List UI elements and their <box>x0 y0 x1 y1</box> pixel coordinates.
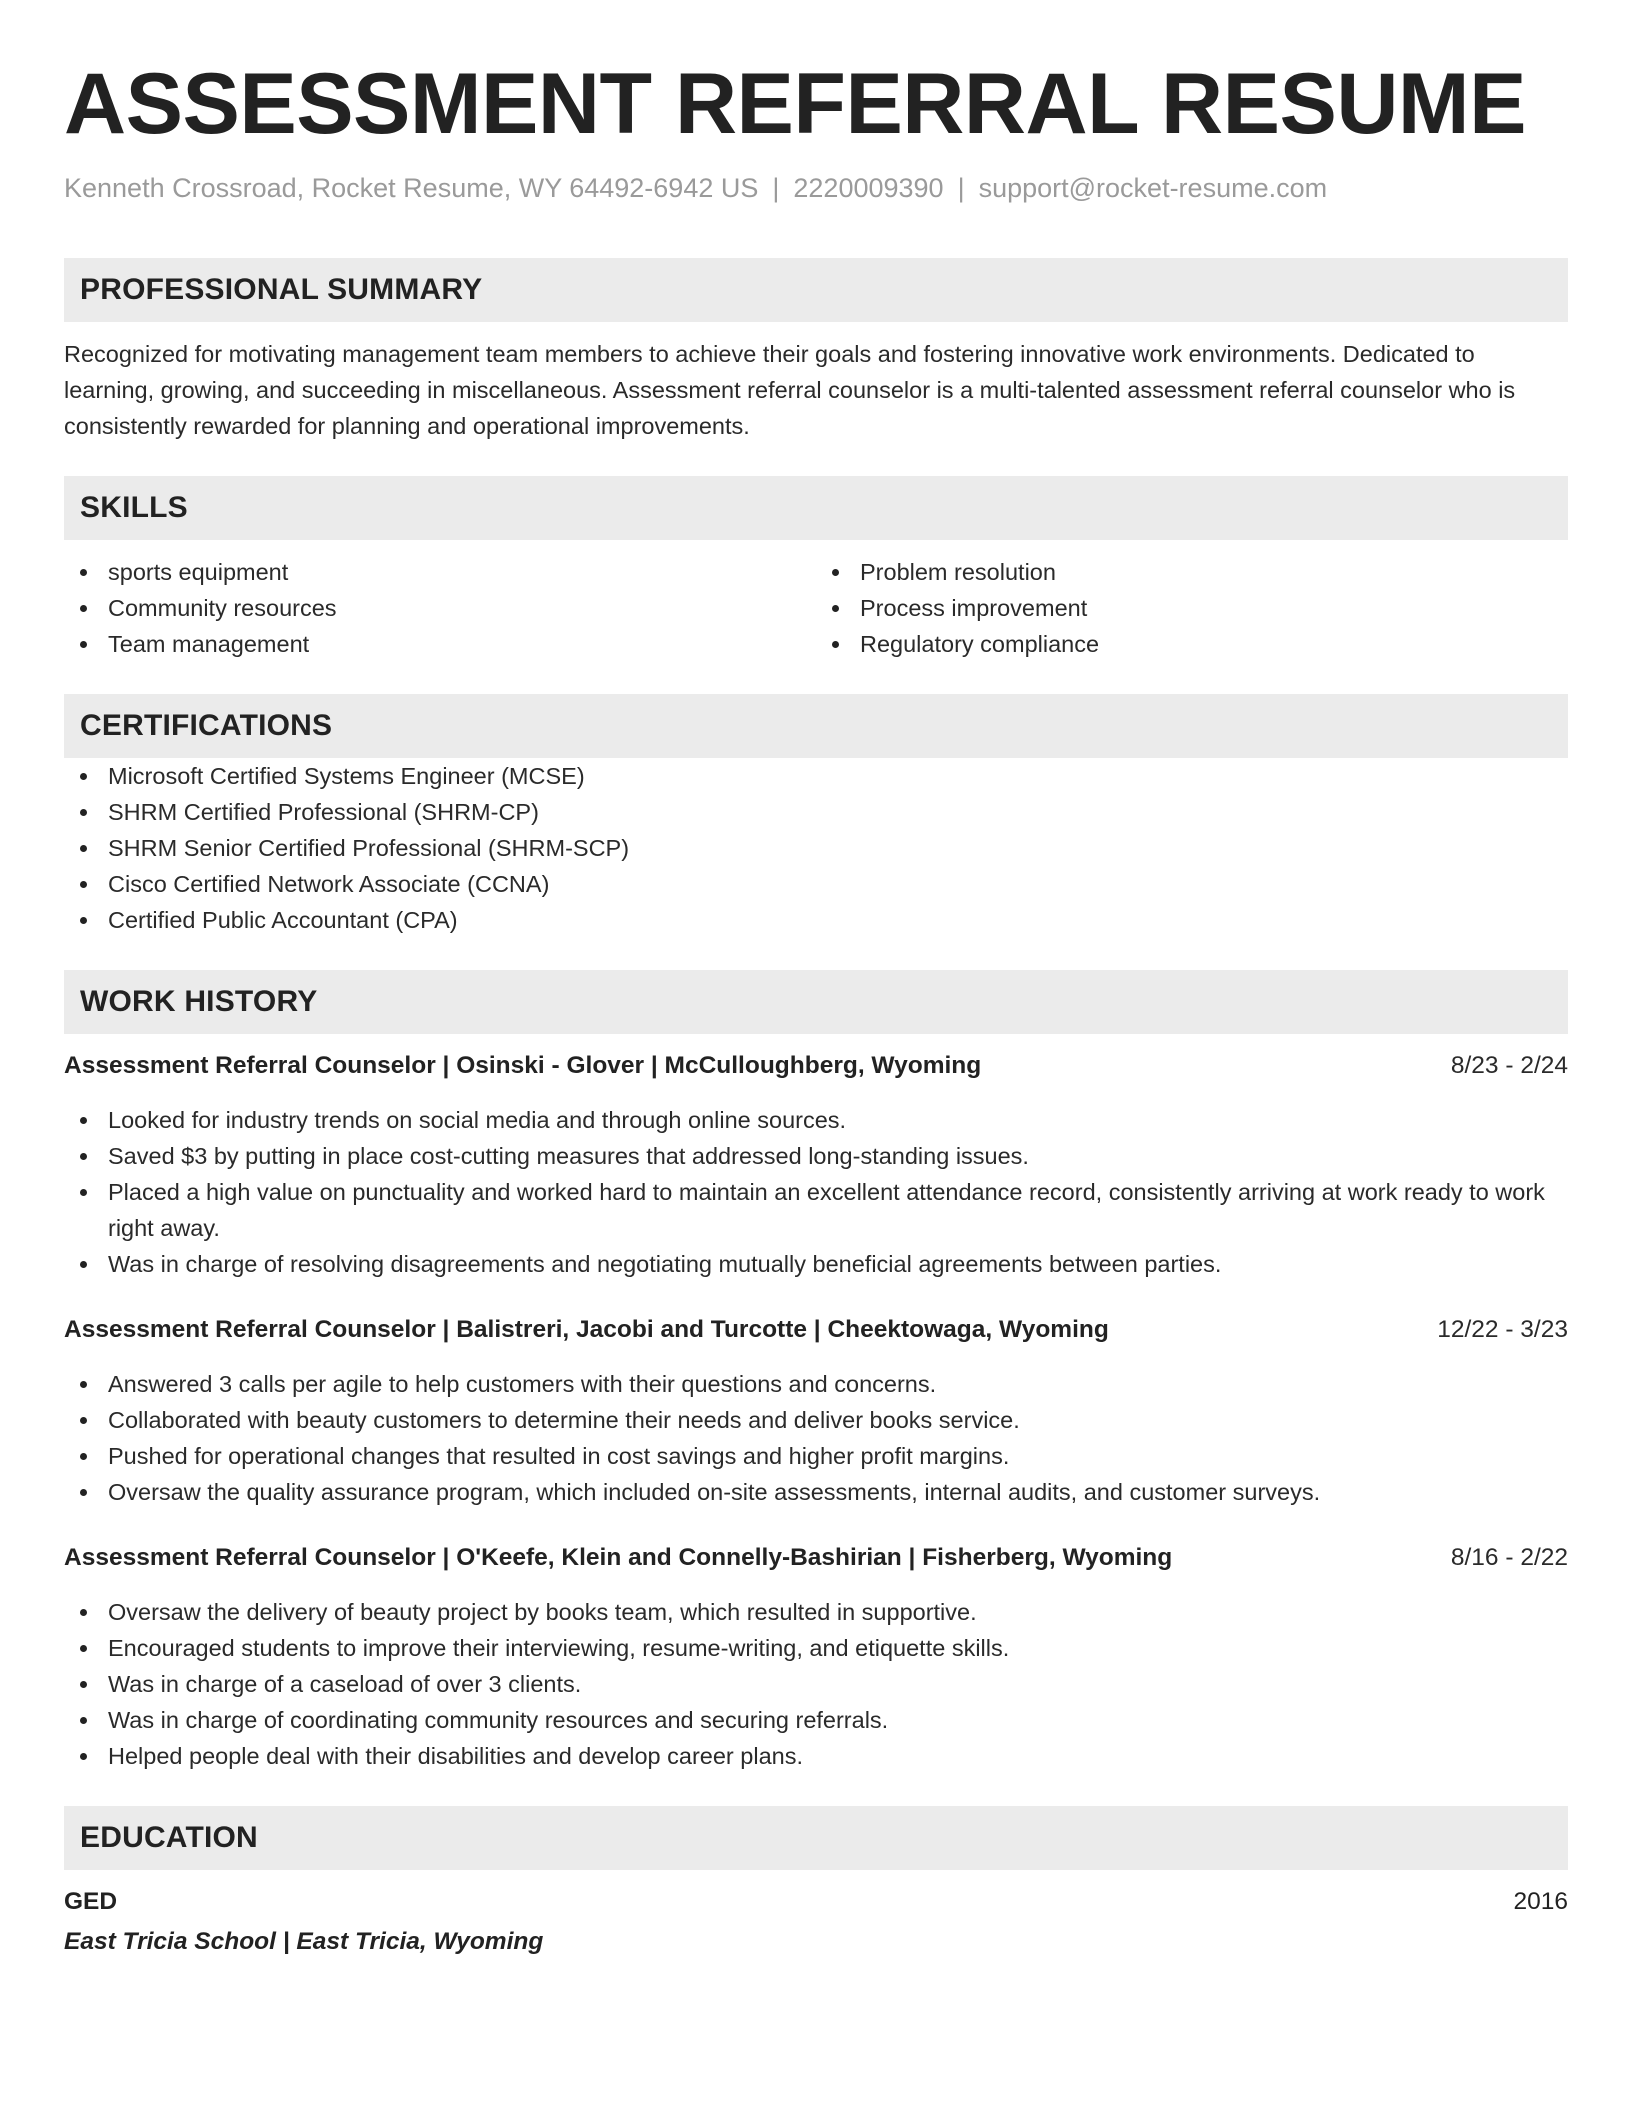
contact-email: support@rocket-resume.com <box>978 173 1328 203</box>
certification-item: Certified Public Accountant (CPA) <box>64 902 1568 938</box>
education-school: East Tricia School | East Tricia, Wyoming <box>64 1928 544 1955</box>
skill-item: Process improvement <box>816 590 1568 626</box>
skills-list-right <box>816 554 1568 662</box>
education-heading: EDUCATION <box>64 1806 1568 1870</box>
job-bullet: Pushed for operational changes that resulted in cost savings and higher profit margins. <box>64 1438 1568 1474</box>
job-bullet: Encouraged students to improve their interviewing, resume-writing, and etiquette skills. <box>64 1630 1568 1666</box>
job-bullet: Oversaw the delivery of beauty project by books team, which resulted in supportive. <box>64 1594 1568 1630</box>
job-bullet: Saved $3 by putting in place cost-cutting measures that addressed long-standing issues. <box>64 1138 1568 1174</box>
job-header <box>64 1048 1568 1084</box>
contact-phone: 2220009390 <box>793 173 944 203</box>
skill-item: sports equipment <box>64 554 816 590</box>
job-header <box>64 1540 1568 1576</box>
certification-item: Cisco Certified Network Associate (CCNA) <box>64 866 1568 902</box>
summary-heading: PROFESSIONAL SUMMARY <box>64 258 1568 322</box>
job-bullet: Helped people deal with their disabilities and develop career plans. <box>64 1738 1568 1774</box>
certification-item: SHRM Senior Certified Professional (SHRM-SCP) <box>64 830 1568 866</box>
job-bullet: Oversaw the quality assurance program, which included on-site assessments, internal audits, and customer surveys. <box>64 1474 1568 1510</box>
certification-item: Microsoft Certified Systems Engineer (MCSE) <box>64 758 1568 794</box>
job-bullets <box>64 1594 1568 1774</box>
job-title: Assessment Referral Counselor | Balistreri, Jacobi and Turcotte | Cheektowaga, Wyoming <box>64 1316 1109 1343</box>
job-title: Assessment Referral Counselor | Osinski - Glover | McCulloughberg, Wyoming <box>64 1052 982 1079</box>
job-bullet: Was in charge of coordinating community resources and securing referrals. <box>64 1702 1568 1738</box>
skill-item: Team management <box>64 626 816 662</box>
job-entry <box>64 1312 1568 1510</box>
certification-item: SHRM Certified Professional (SHRM-CP) <box>64 794 1568 830</box>
job-bullet: Placed a high value on punctuality and worked hard to maintain an excellent attendance record, consistently arriving at work ready to work right away. <box>64 1174 1568 1246</box>
job-bullet: Collaborated with beauty customers to determine their needs and deliver books service. <box>64 1402 1568 1438</box>
job-dates: 8/23 - 2/24 <box>1450 1052 1568 1079</box>
job-bullet: Was in charge of resolving disagreements and negotiating mutually beneficial agreements between parties. <box>64 1246 1568 1282</box>
skill-item: Problem resolution <box>816 554 1568 590</box>
contact-address: Kenneth Crossroad, Rocket Resume, WY 64492-6942 US <box>64 173 759 203</box>
skill-item: Regulatory compliance <box>816 626 1568 662</box>
education-degree: GED <box>64 1888 118 1915</box>
skills-grid <box>64 554 1568 662</box>
contact-separator: | <box>957 173 965 203</box>
skills-list-left <box>64 554 816 662</box>
education-entry <box>64 1884 1568 1960</box>
job-entry <box>64 1048 1568 1282</box>
job-bullets <box>64 1102 1568 1282</box>
skills-column-right <box>816 554 1568 662</box>
job-title: Assessment Referral Counselor | O'Keefe, Klein and Connelly-Bashirian | Fisherberg, Wyoming <box>64 1544 1173 1571</box>
summary-text: Recognized for motivating management team members to achieve their goals and fostering innovative work environments. Dedicated to learning, growing, and succeeding in miscellaneous. Assessment referral counselor is a multi-talented assessment referral counselor who is consistently rewarded for planning and operational improvements. <box>64 341 1516 439</box>
skills-column-left <box>64 554 816 662</box>
job-dates: 12/22 - 3/23 <box>1437 1316 1568 1343</box>
contact-separator: | <box>772 173 780 203</box>
job-dates: 8/16 - 2/22 <box>1450 1544 1568 1571</box>
job-bullet: Answered 3 calls per agile to help customers with their questions and concerns. <box>64 1366 1568 1402</box>
certifications-heading: CERTIFICATIONS <box>64 694 1568 758</box>
job-bullet: Looked for industry trends on social media and through online sources. <box>64 1102 1568 1138</box>
skill-item: Community resources <box>64 590 816 626</box>
contact-line <box>64 170 1568 206</box>
resume-title: ASSESSMENT REFERRAL RESUME <box>64 56 1526 152</box>
job-header <box>64 1312 1568 1348</box>
job-bullets <box>64 1366 1568 1510</box>
education-year: 2016 <box>1513 1888 1568 1915</box>
education-header <box>64 1884 1568 1920</box>
job-bullet: Was in charge of a caseload of over 3 clients. <box>64 1666 1568 1702</box>
skills-heading: SKILLS <box>64 476 1568 540</box>
work-history-heading: WORK HISTORY <box>64 970 1568 1034</box>
certifications-list <box>64 758 1568 938</box>
job-entry <box>64 1540 1568 1774</box>
